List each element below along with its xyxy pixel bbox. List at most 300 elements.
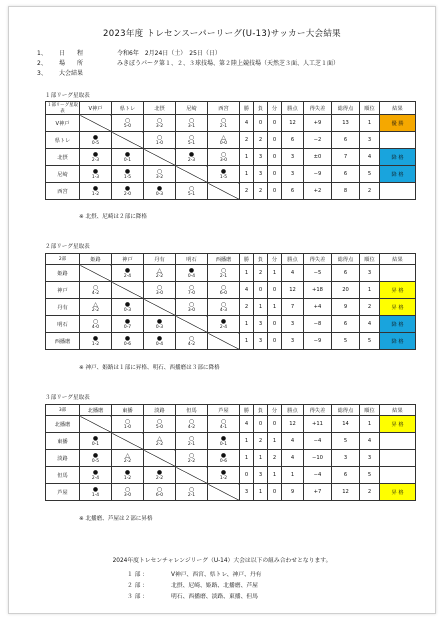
stat-win: 3 (240, 484, 254, 501)
league1-row (46, 132, 416, 149)
header-loss: 負 (254, 254, 268, 265)
league3-header-team: 淡路 (144, 405, 176, 416)
league2-team-name: 姫路 (46, 265, 80, 282)
league2-match-cell (112, 265, 144, 282)
league3-self-cell (80, 416, 112, 433)
match-score: 1-0 (155, 141, 164, 146)
match-result-mark: ● (124, 301, 131, 308)
match-score: 2-2 (155, 476, 164, 481)
stat-goal-diff: +11 (304, 416, 332, 433)
match-score: 6-0 (155, 493, 164, 498)
stat-goal-diff: −4 (304, 467, 332, 484)
stat-draw: 1 (268, 433, 282, 450)
stat-goals: 8 (332, 183, 360, 200)
league2-match-cell (112, 299, 144, 316)
match-score: 0-7 (123, 325, 132, 330)
match-score: 2-4 (123, 274, 132, 279)
match-score: 3-0 (219, 158, 228, 163)
league2-team-name: 西播磨 (46, 333, 80, 350)
event-info (37, 49, 339, 79)
league2-match-cell (112, 316, 144, 333)
stat-loss: 3 (254, 333, 268, 350)
match-score: 2-3 (187, 158, 196, 163)
match-result-mark: ○ (92, 318, 99, 325)
match-score: 4-2 (187, 425, 196, 430)
stat-goal-diff: +9 (304, 115, 332, 132)
match-score: 1-5 (219, 175, 228, 180)
match-score: 2-2 (91, 308, 100, 313)
header-win: 勝 (240, 254, 254, 265)
match-result-mark: ● (92, 452, 99, 459)
match-result-mark: ● (124, 185, 131, 192)
league3-row (46, 467, 416, 484)
league2-match-cell (208, 299, 240, 316)
league3-match-cell (176, 450, 208, 467)
match-score: 3-0 (187, 308, 196, 313)
match-result-mark: ○ (220, 418, 227, 425)
stat-win: 1 (240, 166, 254, 183)
league1-team-name: 西宮 (46, 183, 80, 200)
stat-points: 12 (282, 115, 304, 132)
stat-win: 4 (240, 115, 254, 132)
league3-match-cell (208, 450, 240, 467)
stat-result (380, 265, 416, 282)
stat-rank: 2 (360, 299, 380, 316)
match-score: 2-2 (155, 274, 164, 279)
stat-draw: 0 (268, 282, 282, 299)
match-score: 2-2 (155, 442, 164, 447)
stat-loss: 2 (254, 433, 268, 450)
league2-match-cell (176, 333, 208, 350)
stat-loss: 0 (254, 416, 268, 433)
match-result-mark: ● (92, 168, 99, 175)
match-result-mark: ○ (156, 168, 163, 175)
stat-goals: 13 (332, 115, 360, 132)
stat-win: 1 (240, 333, 254, 350)
header-goals: 総得点 (332, 254, 360, 265)
stat-goal-diff: −4 (304, 433, 332, 450)
stat-win: 2 (240, 132, 254, 149)
stat-points: 9 (282, 484, 304, 501)
stat-goal-diff: +18 (304, 282, 332, 299)
league1-match-cell (112, 149, 144, 166)
stat-draw: 0 (268, 115, 282, 132)
match-result-mark: ● (92, 151, 99, 158)
match-result-mark: ○ (92, 284, 99, 291)
stat-draw: 0 (268, 132, 282, 149)
stat-rank: 5 (360, 166, 380, 183)
match-result-mark: ● (156, 335, 163, 342)
league2-match-cell (112, 333, 144, 350)
league3-match-cell (176, 416, 208, 433)
match-result-mark: ○ (188, 117, 195, 124)
match-result-mark: ● (188, 151, 195, 158)
league2-match-cell (176, 282, 208, 299)
league3-team-name: 但馬 (46, 467, 80, 484)
league1-row (46, 115, 416, 132)
stat-result (380, 467, 416, 484)
stat-draw: 1 (268, 467, 282, 484)
match-score: 2-4 (219, 325, 228, 330)
stat-loss: 2 (254, 183, 268, 200)
stat-goals: 6 (332, 467, 360, 484)
stat-loss: 3 (254, 467, 268, 484)
stat-win: 1 (240, 316, 254, 333)
league3-self-cell (208, 484, 240, 501)
match-score: 3-1 (187, 124, 196, 129)
header-rank: 順位 (360, 254, 380, 265)
stat-goals: 20 (332, 282, 360, 299)
match-score: 0-0 (219, 141, 228, 146)
header-win: 勝 (240, 405, 254, 416)
league2-match-cell (80, 333, 112, 350)
match-score: 1-2 (219, 476, 228, 481)
league3-match-cell (208, 467, 240, 484)
match-result-mark: ○ (188, 335, 195, 342)
league1-self-cell (80, 115, 112, 132)
stat-loss: 1 (254, 299, 268, 316)
stat-goal-diff: −5 (304, 265, 332, 282)
stat-win: 4 (240, 282, 254, 299)
stat-goals: 5 (332, 433, 360, 450)
match-result-mark: ○ (188, 185, 195, 192)
league2-row (46, 316, 416, 333)
stat-goal-diff: −2 (304, 132, 332, 149)
league2-self-cell (112, 282, 144, 299)
league2-row (46, 282, 416, 299)
league2-header-corner: 2部 (46, 254, 80, 265)
league1-match-cell (112, 183, 144, 200)
match-score: 2-2 (187, 459, 196, 464)
match-score: 0-3 (155, 325, 164, 330)
info-value: みきぼうパーク第１、２、３球技場、第２陸上競技場（天然芝３面、人工芝１面） (117, 60, 340, 67)
league1-match-cell (80, 166, 112, 183)
header-rank: 順位 (360, 405, 380, 416)
stat-points: 12 (282, 282, 304, 299)
stat-rank: 4 (360, 149, 380, 166)
league3-team-name: 芦屋 (46, 484, 80, 501)
league3-self-cell (176, 467, 208, 484)
league3-header-team: 東播 (112, 405, 144, 416)
stat-goals: 6 (332, 132, 360, 149)
league2-self-cell (144, 299, 176, 316)
league1-row (46, 166, 416, 183)
stat-result: 優 勝 (380, 115, 416, 132)
stat-goals: 9 (332, 299, 360, 316)
league1-header-team: V神戸 (80, 102, 112, 115)
stat-rank: 3 (360, 132, 380, 149)
league1-team-name: V神戸 (46, 115, 80, 132)
stat-loss: 1 (254, 450, 268, 467)
league3-match-cell (176, 484, 208, 501)
stat-draw: 0 (268, 316, 282, 333)
info-row-venue (37, 59, 339, 69)
league2-row (46, 333, 416, 350)
league1-match-cell (208, 115, 240, 132)
league1-self-cell (176, 166, 208, 183)
division-line (127, 580, 258, 589)
league3-match-cell (80, 484, 112, 501)
info-num: 2、 (37, 60, 47, 67)
match-result-mark: ○ (156, 284, 163, 291)
league3-match-cell (144, 433, 176, 450)
league2-team-name: 明石 (46, 316, 80, 333)
match-result-mark: △ (157, 267, 162, 274)
document-page (8, 6, 436, 614)
match-score: 0-1 (219, 442, 228, 447)
league1-note: ※ 北摂、尼崎は２部に降格 (79, 214, 147, 220)
stat-points: 4 (282, 265, 304, 282)
league1-match-cell (176, 132, 208, 149)
match-score: 6-0 (219, 291, 228, 296)
division-line (127, 591, 258, 600)
league1-match-cell (112, 166, 144, 183)
stat-result: 昇 格 (380, 416, 416, 433)
league3-header-team: 北播磨 (80, 405, 112, 416)
stat-draw: 0 (268, 333, 282, 350)
league1-header-corner: １部リーグ星取表 (47, 103, 78, 114)
match-result-mark: ○ (188, 435, 195, 442)
match-result-mark: ○ (156, 117, 163, 124)
stat-draw: 0 (268, 183, 282, 200)
stat-goals: 6 (332, 265, 360, 282)
league1-header-team: 西宮 (208, 102, 240, 115)
stat-result: 昇 格 (380, 299, 416, 316)
stat-rank: 1 (360, 115, 380, 132)
stat-result (380, 132, 416, 149)
league3-team-name: 北播磨 (46, 416, 80, 433)
stat-win: 4 (240, 416, 254, 433)
stat-result: 降 格 (380, 166, 416, 183)
match-score: 5-1 (187, 192, 196, 197)
match-result-mark: ● (220, 435, 227, 442)
league2-team-name: 神戸 (46, 282, 80, 299)
match-result-mark: ● (124, 267, 131, 274)
stat-goals: 5 (332, 333, 360, 350)
league1-table (45, 101, 416, 200)
match-result-mark: ○ (124, 486, 131, 493)
league3-header-corner: 3部 (46, 405, 80, 416)
stat-draw: 0 (268, 166, 282, 183)
league3-row (46, 416, 416, 433)
league1-match-cell (144, 166, 176, 183)
stat-win: 1 (240, 265, 254, 282)
league2-match-cell (208, 282, 240, 299)
match-result-mark: △ (93, 301, 98, 308)
match-result-mark: ● (92, 486, 99, 493)
stat-result: 昇 格 (380, 484, 416, 501)
match-result-mark: ● (220, 318, 227, 325)
stat-rank: 2 (360, 484, 380, 501)
stat-draw: 1 (268, 299, 282, 316)
match-score: 2-1 (187, 493, 196, 498)
header-loss: 負 (254, 405, 268, 416)
match-score: 3-0 (123, 493, 132, 498)
league3-match-cell (208, 416, 240, 433)
match-result-mark: ○ (188, 284, 195, 291)
league1-match-cell (208, 132, 240, 149)
league3-match-cell (144, 467, 176, 484)
stat-points: 12 (282, 416, 304, 433)
league3-label: ３部リーグ星取表 (45, 395, 90, 401)
match-result-mark: ● (124, 168, 131, 175)
info-label: 日 程 (59, 50, 84, 57)
match-result-mark: ○ (156, 486, 163, 493)
header-goals: 総得点 (332, 405, 360, 416)
stat-goals: 12 (332, 484, 360, 501)
league1-team-name: 県トレ (46, 132, 80, 149)
match-result-mark: ● (220, 452, 227, 459)
league2-match-cell (144, 333, 176, 350)
match-score: 2-1 (219, 124, 228, 129)
stat-loss: 0 (254, 282, 268, 299)
league2-header-team: 西播磨 (208, 254, 240, 265)
league1-match-cell (176, 149, 208, 166)
stat-result: 昇 格 (380, 282, 416, 299)
league2-note: ※ 神戸、姫路は１部に昇格、明石、西播磨は３部に降格 (79, 365, 220, 371)
match-result-mark: ● (124, 469, 131, 476)
league3-header-row (46, 405, 416, 416)
league3-team-name: 東播 (46, 433, 80, 450)
league3-row (46, 484, 416, 501)
stat-rank: 1 (360, 282, 380, 299)
league2-match-cell (144, 265, 176, 282)
match-result-mark: ● (156, 185, 163, 192)
stat-goal-diff: +4 (304, 299, 332, 316)
league1-match-cell (80, 149, 112, 166)
league3-match-cell (208, 433, 240, 450)
stat-points: 7 (282, 299, 304, 316)
league1-match-cell (144, 132, 176, 149)
info-label: 場 所 (59, 60, 84, 67)
match-result-mark: ○ (220, 267, 227, 274)
league1-match-cell (144, 115, 176, 132)
league2-match-cell (176, 265, 208, 282)
match-score: 2-2 (123, 459, 132, 464)
stat-goals: 6 (332, 316, 360, 333)
match-result-mark: ○ (220, 301, 227, 308)
league1-self-cell (208, 183, 240, 200)
league1-match-cell (176, 183, 208, 200)
match-score: 7-0 (187, 291, 196, 296)
stat-draw: 0 (268, 484, 282, 501)
match-score: 5-0 (155, 425, 164, 430)
match-result-mark: ● (124, 151, 131, 158)
division-teams: 明石、西播磨、淡路、東播、但馬 (171, 594, 258, 600)
match-score: 0-1 (123, 158, 132, 163)
match-result-mark: ● (188, 267, 195, 274)
info-num: 1、 (37, 50, 47, 57)
match-result-mark: ○ (188, 134, 195, 141)
header-points: 勝点 (282, 254, 304, 265)
match-score: 4-1 (219, 425, 228, 430)
match-score: 2-3 (91, 158, 100, 163)
stat-draw: 0 (268, 416, 282, 433)
match-result-mark: ● (220, 168, 227, 175)
division-key: １ 部 ： (127, 572, 149, 578)
header-goal-diff: 得失差 (304, 254, 332, 265)
header-loss: 負 (254, 102, 268, 115)
stat-result (380, 433, 416, 450)
league2-match-cell (208, 316, 240, 333)
info-row-date (37, 49, 339, 59)
league2-self-cell (176, 316, 208, 333)
match-score: 0-4 (187, 274, 196, 279)
stat-points: 3 (282, 316, 304, 333)
header-goals: 総得点 (332, 102, 360, 115)
league1-self-cell (144, 149, 176, 166)
match-score: 0-4 (155, 342, 164, 347)
division-teams: V神戸、西宮、県トレ、神戸、丹有 (171, 572, 262, 578)
league1-match-cell (80, 132, 112, 149)
header-points: 勝点 (282, 102, 304, 115)
stat-result: 降 格 (380, 333, 416, 350)
league2-match-cell (144, 282, 176, 299)
league3-match-cell (176, 433, 208, 450)
match-score: 0-6 (123, 342, 132, 347)
header-win: 勝 (240, 102, 254, 115)
match-result-mark: ○ (188, 452, 195, 459)
stat-draw: 2 (268, 450, 282, 467)
match-result-mark: ● (156, 318, 163, 325)
division-key: ２ 部 ： (127, 583, 149, 589)
stat-rank: 4 (360, 433, 380, 450)
league1-match-cell (176, 115, 208, 132)
league1-row (46, 149, 416, 166)
league1-match-cell (144, 183, 176, 200)
stat-goal-diff: −10 (304, 450, 332, 467)
header-goal-diff: 得失差 (304, 102, 332, 115)
league1-self-cell (112, 132, 144, 149)
stat-loss: 2 (254, 265, 268, 282)
league3-self-cell (144, 450, 176, 467)
match-result-mark: ● (92, 335, 99, 342)
league2-label: ２部リーグ星取表 (45, 244, 90, 250)
match-score: 2-4 (91, 476, 100, 481)
match-score: 2-0 (123, 192, 132, 197)
match-result-mark: ○ (124, 117, 131, 124)
stat-goals: 6 (332, 166, 360, 183)
match-result-mark: ● (92, 469, 99, 476)
match-result-mark: ○ (188, 418, 195, 425)
match-score: 1-2 (123, 476, 132, 481)
league3-match-cell (112, 467, 144, 484)
next-season-heading: 2024年度トレセンチャレンジリーグ（U-14）大会は以下の組み合わせとなります。 (112, 558, 332, 564)
league1-header-team: 北摂 (144, 102, 176, 115)
stat-points: 3 (282, 149, 304, 166)
stat-points: 1 (282, 467, 304, 484)
stat-result (380, 450, 416, 467)
match-score: 0-5 (91, 459, 100, 464)
match-result-mark: ○ (188, 301, 195, 308)
stat-loss: 1 (254, 484, 268, 501)
match-score: 4-3 (219, 308, 228, 313)
division-line (127, 569, 261, 578)
match-result-mark: ● (92, 435, 99, 442)
league2-header-team: 明石 (176, 254, 208, 265)
league2-row (46, 265, 416, 282)
stat-rank: 2 (360, 183, 380, 200)
league1-match-cell (112, 115, 144, 132)
league1-team-name: 尼崎 (46, 166, 80, 183)
stat-result: 降 格 (380, 316, 416, 333)
stat-points: 3 (282, 333, 304, 350)
league2-table (45, 253, 416, 350)
stat-goal-diff: −8 (304, 316, 332, 333)
match-score: 4-2 (187, 342, 196, 347)
stat-win: 2 (240, 299, 254, 316)
header-result: 結果 (380, 405, 416, 416)
